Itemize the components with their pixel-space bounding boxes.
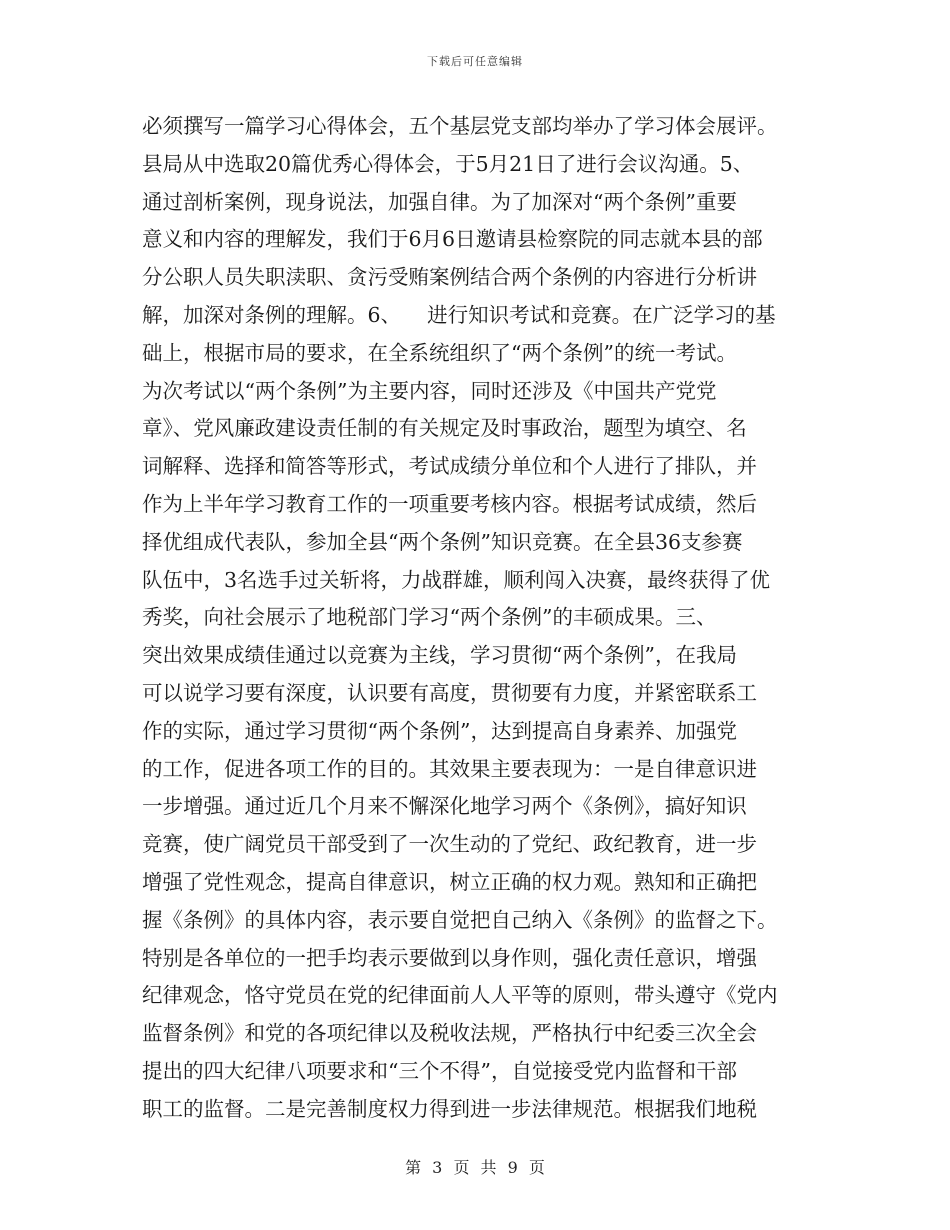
text-line: 的工作，促进各项工作的目的。其效果主要表现为：一是自律意识进 bbox=[142, 756, 757, 781]
text-line: 作的实际，通过学习贯彻“两个条例”，达到提高自身素养、加强党 bbox=[142, 718, 737, 743]
text-line: 县局从中选取20篇优秀心得体会，于5月21日了进行会议沟通。5、 bbox=[142, 151, 754, 176]
body-text bbox=[142, 108, 812, 1129]
text-line: 特别是各单位的一把手均表示要做到以身作则，强化责任意识，增强 bbox=[142, 945, 757, 970]
text-line: 监督条例》和党的各项纪律以及税收法规，严格执行中纪委三次全会 bbox=[142, 1021, 757, 1046]
text-line: 竞赛，使广阔党员干部受到了一次生动的了党纪、政纪教育，进一步 bbox=[142, 832, 757, 857]
text-line: 职工的监督。二是完善制度权力得到进一步法律规范。根据我们地税 bbox=[142, 1096, 757, 1121]
text-line: 章》、党风廉政建设责任制的有关规定及时事政治，题型为填空、名 bbox=[142, 416, 747, 441]
text-line: 突出效果成绩佳通过以竞赛为主线，学习贯彻“两个条例”，在我局 bbox=[142, 643, 737, 668]
text-line: 秀奖，向社会展示了地税部门学习“两个条例”的丰硕成果。三、 bbox=[142, 605, 717, 630]
text-line: 作为上半年学习教育工作的一项重要考核内容。根据考试成绩，然后 bbox=[142, 491, 757, 516]
text-line: 解，加深对条例的理解。6、 进行知识考试和竞赛。在广泛学习的基 bbox=[142, 302, 776, 327]
text-line: 一步增强。通过近几个月来不懈深化地学习两个《条例》，搞好知识 bbox=[142, 794, 747, 819]
text-line: 可以说学习要有深度，认识要有高度，贯彻要有力度，并紧密联系工 bbox=[142, 680, 757, 705]
text-line: 增强了党性观念，提高自律意识，树立正确的权力观。熟知和正确把 bbox=[142, 869, 757, 894]
text-line: 纪律观念，恪守党员在党的纪律面前人人平等的原则，带头遵守《党内 bbox=[142, 983, 778, 1008]
text-line: 提出的四大纪律八项要求和“三个不得”，自觉接受党内监督和干部 bbox=[142, 1058, 737, 1083]
page-header: 下载后可任意编辑 bbox=[427, 55, 523, 68]
page-number: 第 3 页 共 9 页 bbox=[405, 1158, 545, 1177]
text-line: 必须撰写一篇学习心得体会，五个基层党支部均举办了学习体会展评。 bbox=[142, 114, 778, 138]
text-line: 为次考试以“两个条例”为主要内容，同时还涉及《中国共产党党 bbox=[142, 378, 717, 403]
text-line: 通过剖析案例，现身说法，加强自律。为了加深对“两个条例”重要 bbox=[142, 189, 737, 214]
text-line: 分公职人员失职渎职、贪污受贿案例结合两个条例的内容进行分析讲 bbox=[142, 265, 757, 290]
text-line: 础上，根据市局的要求，在全系统组织了“两个条例”的统一考试。 bbox=[142, 340, 737, 365]
text-line: 择优组成代表队，参加全县“两个条例”知识竞赛。在全县36支参赛 bbox=[142, 529, 743, 554]
text-line: 队伍中，3名选手过关斩将，力战群雄，顺利闯入决赛，最终获得了优 bbox=[142, 567, 771, 592]
text-line: 词解释、选择和简答等形式，考试成绩分单位和个人进行了排队，并 bbox=[142, 454, 757, 479]
text-line: 意义和内容的理解发，我们于6月6日邀请县检察院的同志就本县的部 bbox=[142, 227, 763, 252]
text-line: 握《条例》的具体内容，表示要自觉把自己纳入《条例》的监督之下。 bbox=[142, 907, 778, 932]
